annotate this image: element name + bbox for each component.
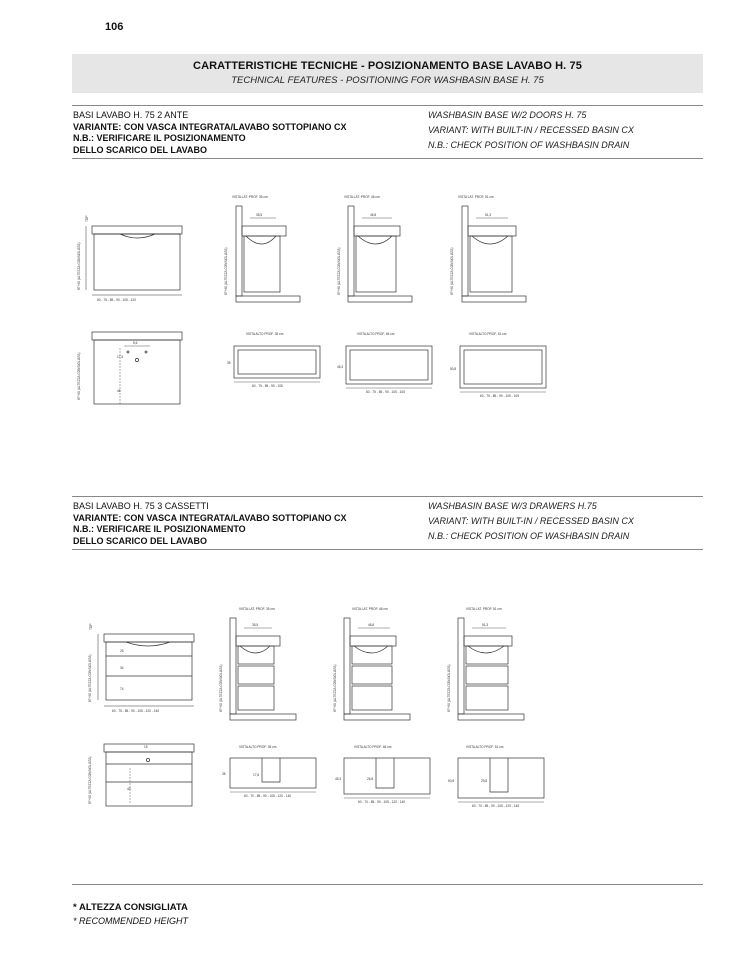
- section2-front-height-label: 87+90 (ALTEZZA CONSIGLIATA): [88, 654, 92, 702]
- section1-plan-label-35: VISTA ALTO PROF. 35 cm: [246, 332, 284, 336]
- section1-side-height-35: 87+90 (ALTEZZA CONSIGLIATA): [224, 247, 228, 295]
- section2-plan-width-51: 60 - 70 - 85 - 90 - 105 - 120 - 140: [472, 804, 520, 808]
- section1-plan-label-51: VISTA ALTO PROF. 51 cm: [469, 332, 507, 336]
- section1-plan-view-46: [337, 332, 432, 394]
- section2-plan-label-46: VISTA ALTO PROF. 46 cm: [354, 745, 392, 749]
- section2-drawer-dim-1: 26: [120, 649, 124, 653]
- section1-side-dim-35: 35,5: [256, 213, 263, 217]
- section2-plan-inner-51: 29,8: [481, 779, 488, 783]
- section2-plan-inner-35: 17,6: [253, 773, 260, 777]
- section1-english-heading: [428, 108, 703, 153]
- section1-side-height-46: 87+90 (ALTEZZA CONSIGLIATA): [337, 247, 341, 295]
- section1-side-label-35: VISTA LAT. PROF. 35 cm: [232, 195, 268, 199]
- section2-it-line4: DELLO SCARICO DEL LAVABO: [73, 535, 208, 546]
- footnote-italian: * ALTEZZA CONSIGLIATA: [73, 902, 188, 913]
- section2-plan-view-51: [448, 745, 544, 808]
- section1-en-line3: N.B.: CHECK POSITION OF WASHBASIN DRAIN: [428, 140, 630, 150]
- section2-front-width-label: 60 - 75 - 85 - 90 - 105 - 120 - 140: [112, 709, 160, 713]
- section1-plan-depth-51: 50,8: [450, 367, 457, 371]
- section2-drawer-dim-3: 74: [120, 687, 124, 691]
- section2-top-label: TOP: [89, 623, 93, 630]
- section1-plan-height-label: 87+90 (ALTEZZA CONSIGLIATA): [77, 352, 81, 400]
- section1-plan-width-46: 60 - 75 - 85 - 90 - 105 - 105: [366, 390, 405, 394]
- section2-side-height-35: 87+90 (ALTEZZA CONSIGLIATA): [219, 664, 223, 712]
- page-number: 106: [105, 21, 124, 33]
- section2-plan-width-46: 60 - 70 - 85 - 90 - 105 - 120 - 140: [358, 800, 406, 804]
- page-subtitle: TECHNICAL FEATURES - POSITIONING FOR WASHBASIN BASE H. 75: [231, 75, 544, 86]
- section2-front-elevation: [88, 624, 194, 714]
- section2-side-dim-35: 35,5: [252, 623, 259, 627]
- section1-drain-label-1: 5,6: [133, 341, 138, 345]
- section1-en-line1: WASHBASIN BASE W/2 DOORS H. 75: [428, 110, 587, 120]
- section2-side-dim-46: 46,8: [368, 623, 375, 627]
- section2-en-line1: WASHBASIN BASE W/3 DRAWERS H.75: [428, 501, 597, 511]
- section2-side-height-51: 87+90 (ALTEZZA CONSIGLIATA): [447, 664, 451, 712]
- section2-technical-drawings: [0, 590, 742, 830]
- section1-it-line4: DELLO SCARICO DEL LAVABO: [73, 144, 208, 155]
- section1-en-line2: VARIANT: WITH BUILT-IN / RECESSED BASIN CX: [428, 125, 634, 135]
- section2-side-label-46: VISTA LAT. PROF. 46 cm: [352, 607, 388, 611]
- section1-side-height-51: 87+90 (ALTEZZA CONSIGLIATA): [450, 247, 454, 295]
- section1-plan-depth-46: 45,3: [337, 365, 344, 369]
- section1-plan-view-51: [450, 332, 546, 398]
- section2-side-height-46: 87+90 (ALTEZZA CONSIGLIATA): [333, 664, 337, 712]
- section2-plan-depth-51: 50,8: [448, 779, 455, 783]
- section2-plan-view-35: [222, 745, 316, 798]
- section1-plan-width-51: 60 - 75 - 85 - 90 - 105 - 105: [480, 394, 519, 398]
- section2-drain-label-1: 15: [144, 745, 148, 749]
- section2-side-view-51: [447, 607, 524, 720]
- section1-front-plan: [77, 332, 182, 404]
- section1-top-label: TOP: [85, 215, 89, 222]
- section1-bottom-rule: [72, 158, 703, 159]
- section2-plan-depth-35: 35: [222, 772, 226, 776]
- section1-italian-heading: [73, 110, 423, 156]
- section2-plan-height-label: 87+90 (ALTEZZA CONSIGLIATA): [88, 756, 92, 804]
- section1-side-view-46: [337, 195, 412, 302]
- section1-top-rule: [72, 105, 703, 106]
- section1-plan-width-35: 60 - 75 - 85 - 90 - 105: [252, 384, 283, 388]
- section2-en-line2: VARIANT: WITH BUILT-IN / RECESSED BASIN CX: [428, 516, 634, 526]
- section2-plan-width-35: 60 - 70 - 85 - 90 - 105 - 120 - 140: [244, 794, 292, 798]
- section1-side-view-51: [450, 195, 526, 302]
- section1-side-label-51: VISTA LAT. PROF. 51 cm: [458, 195, 494, 199]
- section2-drawer-dim-2: 34: [120, 666, 124, 670]
- section2-side-label-51: VISTA LAT. PROF. 51 cm: [466, 607, 502, 611]
- section2-plan-view-46: [335, 745, 430, 804]
- section1-drain-label-2: 17,5: [117, 355, 124, 359]
- section2-side-label-35: VISTA LAT. PROF. 35 cm: [239, 607, 275, 611]
- section2-plan-inner-46: 26,8: [367, 777, 374, 781]
- footnote-rule: [72, 884, 703, 885]
- section1-side-dim-46: 46,8: [370, 213, 377, 217]
- section1-front-height-label: 87+90 (ALTEZZA CONSIGLIATA): [77, 242, 81, 290]
- section2-side-dim-51: 51,3: [482, 623, 489, 627]
- section1-plan-label-46: VISTA ALTO PROF. 46 cm: [357, 332, 395, 336]
- section2-plan-label-51: VISTA ALTO PROF. 51 cm: [466, 745, 504, 749]
- section1-technical-drawings: [0, 160, 742, 460]
- section2-it-line2: VARIANTE: CON VASCA INTEGRATA/LAVABO SOTTOPIANO CX: [73, 512, 347, 523]
- header-band: [72, 54, 703, 93]
- section2-plan-label-35: VISTA ALTO PROF. 35 cm: [239, 745, 277, 749]
- section1-front-elevation: [77, 216, 182, 303]
- section1-side-view-35: [224, 195, 300, 302]
- section1-it-line3: N.B.: VERIFICARE IL POSIZIONAMENTO: [73, 133, 246, 143]
- section2-drain-label-2: 40: [127, 787, 131, 791]
- page-title: CARATTERISTICHE TECNICHE - POSIZIONAMENTO BASE LAVABO H. 75: [193, 60, 582, 72]
- section2-top-rule: [72, 496, 703, 497]
- section2-front-plan: [88, 744, 194, 806]
- section2-side-view-35: [219, 607, 296, 720]
- section1-side-dim-51: 51,3: [485, 213, 492, 217]
- section2-it-line1: BASI LAVABO H. 75 3 CASSETTI: [73, 501, 209, 511]
- section2-it-line3: N.B.: VERIFICARE IL POSIZIONAMENTO: [73, 524, 246, 534]
- section1-plan-view-35: [227, 332, 320, 388]
- section2-en-line3: N.B.: CHECK POSITION OF WASHBASIN DRAIN: [428, 531, 630, 541]
- section1-side-label-46: VISTA LAT. PROF. 46 cm: [344, 195, 380, 199]
- section1-it-line2: VARIANTE: CON VASCA INTEGRATA/LAVABO SOTTOPIANO CX: [73, 121, 347, 132]
- section1-plan-depth-35: 35: [227, 361, 231, 365]
- section2-italian-heading: [73, 501, 423, 547]
- section2-side-view-46: [333, 607, 410, 720]
- section2-bottom-rule: [72, 549, 703, 550]
- section1-front-width-label: 60 - 75 - 85 - 90 - 105 - 120: [97, 298, 136, 302]
- section1-drain-label-3: 46: [117, 389, 121, 393]
- footnote-english: * RECOMMENDED HEIGHT: [73, 916, 189, 926]
- section1-it-line1: BASI LAVABO H. 75 2 ANTE: [73, 110, 189, 120]
- section2-plan-depth-46: 45,3: [335, 777, 342, 781]
- section2-english-heading: [428, 499, 703, 544]
